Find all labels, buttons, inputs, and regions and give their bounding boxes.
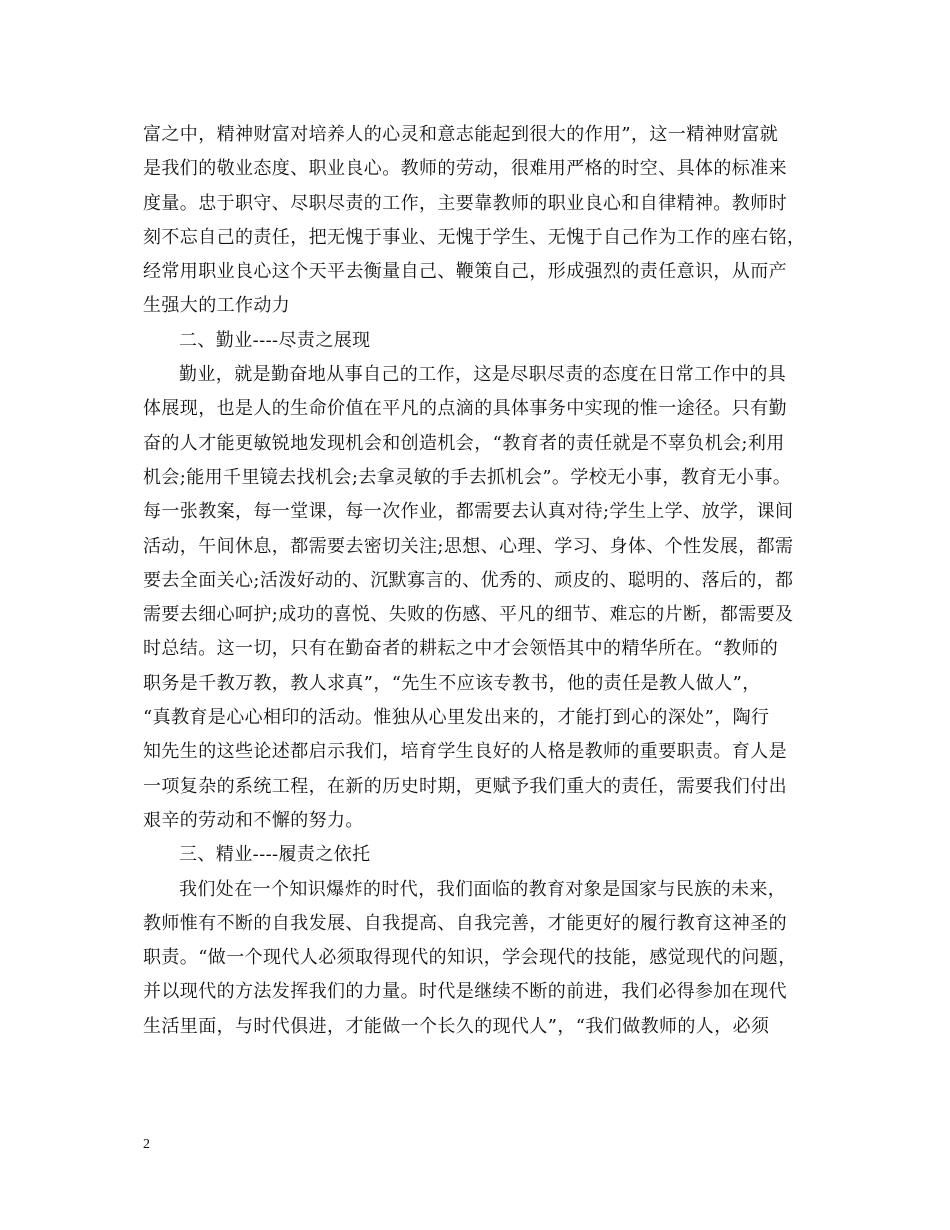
text-line: 生强大的工作动力 — [143, 295, 291, 317]
text-line: “真教育是心心相印的活动。惟独从心里发出来的，才能打到心的深处”，陶行 — [143, 707, 770, 729]
text-line: 奋的人才能更敏锐地发现机会和创造机会，“教育者的责任就是不辜负机会;利用 — [143, 432, 785, 454]
text-line: 机会;能用千里镜去找机会;去拿灵敏的手去抓机会”。学校无小事，教育无小事。 — [143, 466, 792, 488]
text-line: 知先生的这些论述都启示我们，培育学生良好的人格是教师的重要职责。育人是 — [143, 741, 787, 763]
text-line: 并以现代的方法发挥我们的力量。时代是继续不断的前进，我们必得参加在现代 — [143, 981, 787, 1003]
text-line: 活动，午间休息，都需要去密切关注;思想、心理、学习、身体、个性发展，都需 — [143, 535, 794, 557]
text-line: 艰辛的劳动和不懈的努力。 — [143, 809, 364, 831]
text-line: 职责。“做一个现代人必须取得现代的知识，学会现代的技能，感觉现代的问题， — [143, 947, 797, 969]
page-number: 2 — [143, 1137, 150, 1152]
text-line: 度量。忠于职守、尽职尽责的工作，主要靠教师的职业良心和自律精神。教师时 — [143, 192, 787, 214]
text-line: 每一张教案，每一堂课，每一次作业，都需要去认真对待;学生上学、放学，课间 — [143, 501, 794, 523]
text-line: 我们处在一个知识爆炸的时代，我们面临的教育对象是国家与民族的未来， — [179, 878, 787, 900]
text-line: 时总结。这一切，只有在勤奋者的耕耘之中才会领悟其中的精华所在。“教师的 — [143, 638, 779, 660]
text-line: 生活里面，与时代俱进，才能做一个长久的现代人”，“我们做教师的人，必须 — [143, 1015, 770, 1037]
text-line: 要去全面关心;活泼好动的、沉默寡言的、优秀的、顽皮的、聪明的、落后的，都 — [143, 569, 794, 591]
text-line: 一项复杂的系统工程，在新的历史时期，更赋予我们重大的责任，需要我们付出 — [143, 775, 787, 797]
text-line: 职务是千教万教，教人求真”，“先生不应该专教书，他的责任是教人做人”， — [143, 672, 761, 694]
section-heading: 三、精业----履责之依托 — [179, 844, 371, 866]
text-line: 刻不忘自己的责任，把无愧于事业、无愧于学生、无愧于自己作为工作的座右铭， — [143, 226, 806, 248]
text-line: 体展现，也是人的生命价值在平凡的点滴的具体事务中实现的惟一途径。只有勤 — [143, 398, 787, 420]
text-line: 经常用职业良心这个天平去衡量自己、鞭策自己，形成强烈的责任意识，从而产 — [143, 261, 787, 283]
body-text — [143, 118, 813, 1044]
text-line: 富之中，精神财富对培养人的心灵和意志能起到很大的作用”，这一精神财富就 — [143, 124, 779, 145]
text-line: 需要去细心呵护;成功的喜悦、失败的伤感、平凡的细节、难忘的片断，都需要及 — [143, 604, 794, 626]
text-line: 是我们的敬业态度、职业良心。教师的劳动，很难用严格的时空、具体的标准来 — [143, 158, 787, 180]
text-line: 教师惟有不断的自我发展、自我提高、自我完善，才能更好的履行教育这神圣的 — [143, 912, 787, 934]
section-heading: 二、勤业----尽责之展现 — [179, 329, 371, 351]
text-line: 勤业，就是勤奋地从事自己的工作，这是尽职尽责的态度在日常工作中的具 — [179, 364, 787, 386]
